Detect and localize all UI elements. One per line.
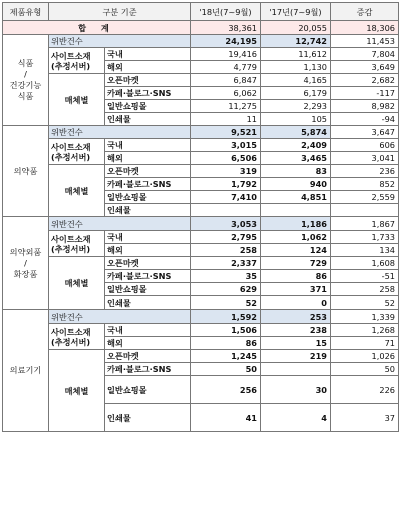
- violation-row: [3, 310, 399, 324]
- media-change: 1,608: [331, 257, 399, 270]
- total-2018: 38,361: [191, 21, 261, 35]
- media-2018: 6,847: [191, 74, 261, 87]
- media-2018: 1,792: [191, 178, 261, 191]
- media-change: [331, 204, 399, 217]
- media-group-cell: 매체별: [49, 350, 105, 432]
- category-cell: 의약외품 / 화장품: [3, 217, 49, 310]
- category-cell: 의료기기: [3, 310, 49, 432]
- overseas-label: 해외: [105, 61, 191, 74]
- domestic-change: 606: [331, 139, 399, 152]
- media-2017: 83: [261, 165, 331, 178]
- media-label: 카페·블로그·SNS: [105, 363, 191, 376]
- header-criteria: 구분 기준: [49, 3, 191, 21]
- header-2018: '18년(7~9월): [191, 3, 261, 21]
- domestic-2018: 3,015: [191, 139, 261, 152]
- media-2017: 4,165: [261, 74, 331, 87]
- violation-label: 위반건수: [49, 310, 191, 324]
- media-change: 1,026: [331, 350, 399, 363]
- violation-2017: 12,742: [261, 35, 331, 48]
- media-change: 2,559: [331, 191, 399, 204]
- overseas-2018: 258: [191, 244, 261, 257]
- media-2018: 50: [191, 363, 261, 376]
- table-row: [3, 139, 399, 152]
- header-change: 증감: [331, 3, 399, 21]
- violation-row: [3, 217, 399, 231]
- domestic-change: 7,804: [331, 48, 399, 61]
- overseas-2017: 3,465: [261, 152, 331, 165]
- media-2018: 256: [191, 376, 261, 404]
- media-label: 카페·블로그·SNS: [105, 178, 191, 191]
- media-2017: 105: [261, 113, 331, 126]
- media-2018: 319: [191, 165, 261, 178]
- domestic-2017: 11,612: [261, 48, 331, 61]
- media-2017: 86: [261, 270, 331, 283]
- overseas-2017: 15: [261, 337, 331, 350]
- media-group-cell: 매체별: [49, 74, 105, 126]
- media-label: 인쇄물: [105, 204, 191, 217]
- media-2017: [261, 363, 331, 376]
- media-2017: 371: [261, 283, 331, 296]
- media-label: 오픈마켓: [105, 74, 191, 87]
- domestic-2018: 19,416: [191, 48, 261, 61]
- overseas-2017: 124: [261, 244, 331, 257]
- media-2018: [191, 204, 261, 217]
- media-change: 52: [331, 296, 399, 310]
- category-cell: 의약품: [3, 126, 49, 217]
- media-label: 인쇄물: [105, 296, 191, 310]
- media-change: -117: [331, 87, 399, 100]
- violation-2018: 3,053: [191, 217, 261, 231]
- media-change: -51: [331, 270, 399, 283]
- domestic-2017: 238: [261, 324, 331, 337]
- overseas-label: 해외: [105, 337, 191, 350]
- overseas-2018: 6,506: [191, 152, 261, 165]
- media-2018: 6,062: [191, 87, 261, 100]
- violation-label: 위반건수: [49, 35, 191, 48]
- domestic-label: 국내: [105, 48, 191, 61]
- media-2017: 729: [261, 257, 331, 270]
- media-label: 일반쇼핑몰: [105, 283, 191, 296]
- media-2017: 0: [261, 296, 331, 310]
- media-group-cell: 매체별: [49, 257, 105, 310]
- media-2018: 1,245: [191, 350, 261, 363]
- violation-2017: 5,874: [261, 126, 331, 139]
- violation-label: 위반건수: [49, 217, 191, 231]
- violation-label: 위반건수: [49, 126, 191, 139]
- overseas-2017: 1,130: [261, 61, 331, 74]
- media-label: 인쇄물: [105, 404, 191, 432]
- domestic-change: 1,268: [331, 324, 399, 337]
- overseas-2018: 4,779: [191, 61, 261, 74]
- table-row: [3, 257, 399, 270]
- media-label: 오픈마켓: [105, 257, 191, 270]
- domestic-2018: 1,506: [191, 324, 261, 337]
- media-label: 카페·블로그·SNS: [105, 87, 191, 100]
- overseas-label: 해외: [105, 152, 191, 165]
- media-change: 37: [331, 404, 399, 432]
- media-2017: [261, 204, 331, 217]
- total-2017: 20,055: [261, 21, 331, 35]
- violation-2018: 9,521: [191, 126, 261, 139]
- media-label: 일반쇼핑몰: [105, 100, 191, 113]
- table-row: [3, 231, 399, 244]
- category-cell: 식품 / 건강기능 식품: [3, 35, 49, 126]
- media-2017: 940: [261, 178, 331, 191]
- total-change: 18,306: [331, 21, 399, 35]
- header-2017: '17년(7~9월): [261, 3, 331, 21]
- domestic-label: 국내: [105, 324, 191, 337]
- table-row: [3, 48, 399, 61]
- media-2017: 4,851: [261, 191, 331, 204]
- media-2017: 6,179: [261, 87, 331, 100]
- domestic-label: 국내: [105, 139, 191, 152]
- violation-2018: 24,195: [191, 35, 261, 48]
- media-2018: 11: [191, 113, 261, 126]
- media-2017: 4: [261, 404, 331, 432]
- media-2018: 7,410: [191, 191, 261, 204]
- media-change: 50: [331, 363, 399, 376]
- violation-change: 11,453: [331, 35, 399, 48]
- media-label: 인쇄물: [105, 113, 191, 126]
- media-2017: 30: [261, 376, 331, 404]
- domestic-change: 1,733: [331, 231, 399, 244]
- overseas-2018: 86: [191, 337, 261, 350]
- violation-2017: 1,186: [261, 217, 331, 231]
- violation-change: 3,647: [331, 126, 399, 139]
- media-2018: 629: [191, 283, 261, 296]
- violation-change: 1,339: [331, 310, 399, 324]
- violation-change: 1,867: [331, 217, 399, 231]
- domestic-2017: 1,062: [261, 231, 331, 244]
- domestic-2017: 2,409: [261, 139, 331, 152]
- site-group-cell: 사이트소재 (추정서버): [49, 48, 105, 74]
- media-2017: 2,293: [261, 100, 331, 113]
- media-change: 2,682: [331, 74, 399, 87]
- media-label: 오픈마켓: [105, 165, 191, 178]
- site-group-cell: 사이트소재 (추정서버): [49, 324, 105, 350]
- table-row: [3, 350, 399, 363]
- overseas-change: 3,041: [331, 152, 399, 165]
- violation-row: [3, 35, 399, 48]
- table-row: [3, 165, 399, 178]
- site-group-cell: 사이트소재 (추정서버): [49, 231, 105, 257]
- media-2018: 52: [191, 296, 261, 310]
- media-label: 일반쇼핑몰: [105, 376, 191, 404]
- table-row: [3, 324, 399, 337]
- violation-stats-table: [2, 2, 399, 432]
- media-change: -94: [331, 113, 399, 126]
- total-row: [3, 21, 399, 35]
- overseas-change: 134: [331, 244, 399, 257]
- media-group-cell: 매체별: [49, 165, 105, 217]
- media-label: 오픈마켓: [105, 350, 191, 363]
- domestic-label: 국내: [105, 231, 191, 244]
- domestic-2018: 2,795: [191, 231, 261, 244]
- overseas-change: 71: [331, 337, 399, 350]
- table-row: [3, 74, 399, 87]
- overseas-label: 해외: [105, 244, 191, 257]
- media-change: 852: [331, 178, 399, 191]
- violation-2017: 253: [261, 310, 331, 324]
- overseas-change: 3,649: [331, 61, 399, 74]
- header-type: 제품유형: [3, 3, 49, 21]
- media-label: 일반쇼핑몰: [105, 191, 191, 204]
- violation-2018: 1,592: [191, 310, 261, 324]
- media-change: 236: [331, 165, 399, 178]
- site-group-cell: 사이트소재 (추정서버): [49, 139, 105, 165]
- media-change: 226: [331, 376, 399, 404]
- total-label: 합 계: [3, 21, 191, 35]
- media-2018: 41: [191, 404, 261, 432]
- media-change: 8,982: [331, 100, 399, 113]
- media-2017: 219: [261, 350, 331, 363]
- media-change: 258: [331, 283, 399, 296]
- media-2018: 35: [191, 270, 261, 283]
- header-row: [3, 3, 399, 21]
- media-2018: 2,337: [191, 257, 261, 270]
- violation-row: [3, 126, 399, 139]
- media-label: 카페·블로그·SNS: [105, 270, 191, 283]
- media-2018: 11,275: [191, 100, 261, 113]
